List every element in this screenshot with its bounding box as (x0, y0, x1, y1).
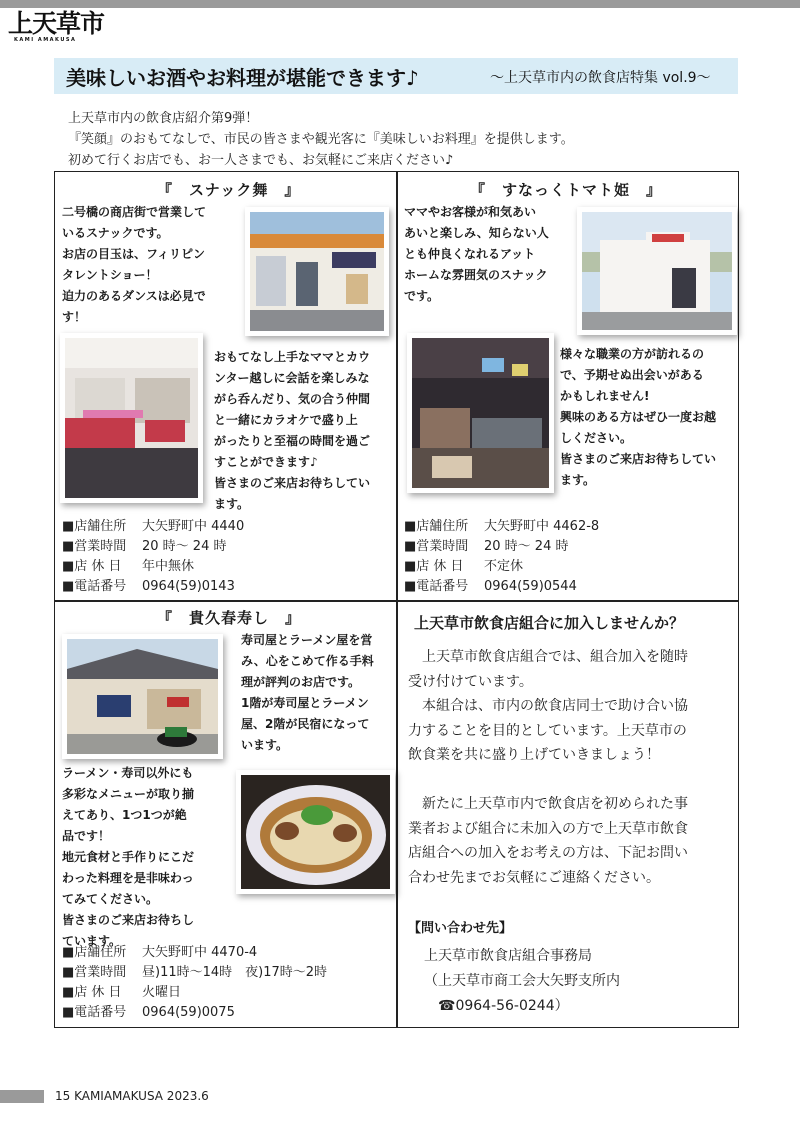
text-line: 二号橋の商店街で営業して (62, 205, 207, 219)
intro-line: 初めて行くお店でも、お一人さまでも、お気軽にご来店ください♪ (68, 153, 454, 168)
contact-phone: ☎0964-56-0244） (424, 998, 569, 1014)
tomato-hime-interior-photo (407, 333, 554, 493)
text-line: 地元食材と手作りにこだ (62, 850, 195, 864)
text-line: あいと楽しみ、知らない人 (404, 226, 549, 240)
text-line: 皆さまのご来店お待ちしてい (214, 476, 371, 490)
info-label: ■電話番号 (404, 579, 469, 594)
body-line: 合わせ先までお気軽にご連絡ください。 (408, 869, 660, 886)
snack-mai-exterior-photo (245, 207, 389, 336)
shop-name-tomato-hime: 『 すなっくトマト姫 』 (470, 181, 663, 199)
page-subtitle: ～上天草市内の飲食店特集 vol.9～ (490, 70, 711, 86)
body-line: 新たに上天草市内で飲食店を初められた事 (408, 796, 688, 812)
info-label: ■営業時間 (404, 539, 469, 554)
intro-text (68, 108, 574, 171)
info-row (404, 557, 599, 577)
logo-text: 上天草市 (8, 9, 105, 38)
text-line: がら呑んだり、気の合う仲間 (214, 392, 371, 406)
info-row (62, 557, 244, 577)
body-line: 上天草市飲食店組合では、組合加入を随時 (408, 649, 688, 665)
info-value: 不定休 (484, 559, 524, 574)
info-row (62, 577, 244, 597)
info-label: ■店 休 日 (404, 559, 464, 574)
contact-line: 上天草市飲食店組合事務局 (424, 948, 592, 964)
text-line: タレントショー！ (62, 268, 158, 282)
text-line: お店の目玉は、フィリピン (62, 247, 206, 261)
intro-line: 上天草市内の飲食店紹介第9弾！ (68, 111, 259, 126)
body-line: 業者および組合に未加入の方で上天草市飲食 (408, 820, 688, 837)
text-line: と一緒にカラオケで盛り上 (214, 413, 358, 427)
shop-info (404, 517, 599, 597)
kikuharu-exterior-photo (62, 634, 223, 759)
text-line: ています。 (62, 934, 122, 948)
text-line: おもてなし上手なママとカウ (214, 350, 371, 364)
info-value: 大矢野町中 4470-4 (142, 945, 258, 960)
body-line: 力することを目的としています。上天草市の (408, 722, 687, 739)
text-line: 興味のある方はぜひ一度お越 (560, 410, 717, 424)
city-logo (8, 10, 118, 42)
shop-info (62, 517, 244, 597)
page-footer: 15 KAMIAMAKUSA 2023.6 (55, 1089, 209, 1103)
shop-name-snack-mai: 『 スナック舞 』 (157, 181, 301, 199)
info-label: ■店 休 日 (62, 559, 122, 574)
text-line: す！ (62, 310, 87, 324)
info-value: 0964(59)0143 (142, 579, 235, 594)
info-value: 大矢野町中 4440 (142, 519, 245, 534)
info-value: 0964(59)0075 (142, 1005, 235, 1020)
text-line: ママやお客様が和気あい (404, 205, 537, 219)
shop-description (62, 763, 194, 952)
text-line: います。 (241, 738, 289, 752)
shop-description (214, 347, 370, 515)
tomato-hime-exterior-photo (577, 207, 737, 335)
info-value: 20 時～ 24 時 (142, 539, 227, 554)
text-line: えてあり、1つ1つが絶 (62, 808, 187, 822)
info-value: 0964(59)0544 (484, 579, 577, 594)
body-line: 飲食業を共に盛り上げていきましょう！ (408, 747, 660, 763)
text-line: 屋、2階が民宿になって (241, 717, 370, 731)
info-row (62, 963, 327, 983)
info-label: ■店舗住所 (62, 519, 127, 534)
ramen-photo (236, 770, 395, 894)
shop-name-kikuharu-sushi: 『 貴久春寿し 』 (157, 609, 302, 627)
info-row (62, 517, 244, 537)
text-line: 品です！ (62, 829, 111, 843)
text-line: ンター越しに会話を楽しみな (214, 371, 370, 385)
text-line: 1階が寿司屋とラーメン (241, 696, 369, 710)
text-line: ます。 (560, 473, 596, 487)
shop-description (62, 202, 206, 328)
top-bar (0, 0, 800, 8)
info-row (404, 517, 599, 537)
info-label: ■店舗住所 (62, 945, 127, 960)
info-row (404, 537, 599, 557)
union-body (408, 645, 733, 890)
info-label: ■店 休 日 (62, 985, 122, 1000)
text-line: ホームな雰囲気のスナック (404, 268, 548, 282)
grid-divider-horizontal (54, 600, 739, 602)
text-line: しください。 (560, 431, 633, 445)
contact-info (424, 944, 620, 1019)
text-line: 理が評判のお店です。 (241, 675, 361, 689)
text-line: み、心をこめて作る手料 (241, 654, 374, 668)
contact-line: （上天草市商工会大矢野支所内 (424, 973, 620, 989)
info-value: 昼)11時～14時 夜)17時～2時 (142, 965, 328, 980)
text-line: 多彩なメニューが取り揃 (62, 787, 195, 801)
info-label: ■営業時間 (62, 965, 127, 980)
text-line: てみてください。 (62, 892, 159, 906)
text-line: 迫力のあるダンスは必見で (62, 289, 206, 303)
info-label: ■営業時間 (62, 539, 127, 554)
shop-description (560, 344, 716, 491)
text-line: です。 (404, 289, 440, 303)
text-line: ます。 (214, 497, 250, 511)
text-line: すことができます♪ (214, 455, 318, 469)
text-line: で、予期せぬ出会いがある (560, 368, 704, 382)
text-line: 皆さまのご来店お待ちしてい (560, 452, 717, 466)
body-line: 店組合への加入をお考えの方は、下記お問い (408, 845, 688, 861)
info-value: 20 時～ 24 時 (484, 539, 569, 554)
page-title-bar (54, 58, 738, 94)
shop-description (404, 202, 549, 307)
text-line: がったりと至福の時間を過ご (214, 434, 371, 448)
text-line: 様々な職業の方が訪れるの (560, 347, 705, 361)
text-line: かもしれません! (560, 389, 650, 403)
info-label: ■店舗住所 (404, 519, 469, 534)
info-label: ■電話番号 (62, 579, 127, 594)
info-row (62, 983, 327, 1003)
info-row (62, 1003, 327, 1023)
info-row (404, 577, 599, 597)
text-line: とも仲良くなれるアット (404, 247, 536, 261)
info-value: 大矢野町中 4462-8 (484, 519, 600, 534)
text-line: ラーメン・寿司以外にも (62, 766, 194, 780)
info-row (62, 537, 244, 557)
body-line: 受け付けています。 (408, 673, 533, 690)
info-row (62, 943, 327, 963)
footer-bar (0, 1090, 44, 1103)
snack-mai-interior-photo (60, 333, 203, 503)
info-label: ■電話番号 (62, 1005, 127, 1020)
contact-heading: 【問い合わせ先】 (408, 921, 513, 936)
shop-description (241, 630, 374, 756)
intro-line: 『笑顔』のおもてなしで、市民の皆さまや観光客に『美味しいお料理』を提供します。 (68, 132, 574, 147)
logo-subtext: KAMI AMAKUSA (14, 37, 77, 43)
page-title: 美味しいお酒やお料理が堪能できます♪ (66, 66, 419, 90)
text-line: いるスナックです。 (62, 226, 169, 240)
text-line: わった料理を是非味わっ (62, 871, 194, 885)
text-line: 皆さまのご来店お待ちし (62, 913, 195, 927)
info-value: 火曜日 (142, 985, 182, 1000)
text-line: 寿司屋とラーメン屋を営 (241, 633, 373, 647)
info-value: 年中無休 (142, 559, 195, 574)
body-line: 本組合は、市内の飲食店同士で助け合い協 (408, 698, 688, 714)
body-line (408, 768, 733, 793)
shop-info (62, 943, 327, 1023)
union-heading: 上天草市飲食店組合に加入しませんか？ (414, 614, 685, 632)
